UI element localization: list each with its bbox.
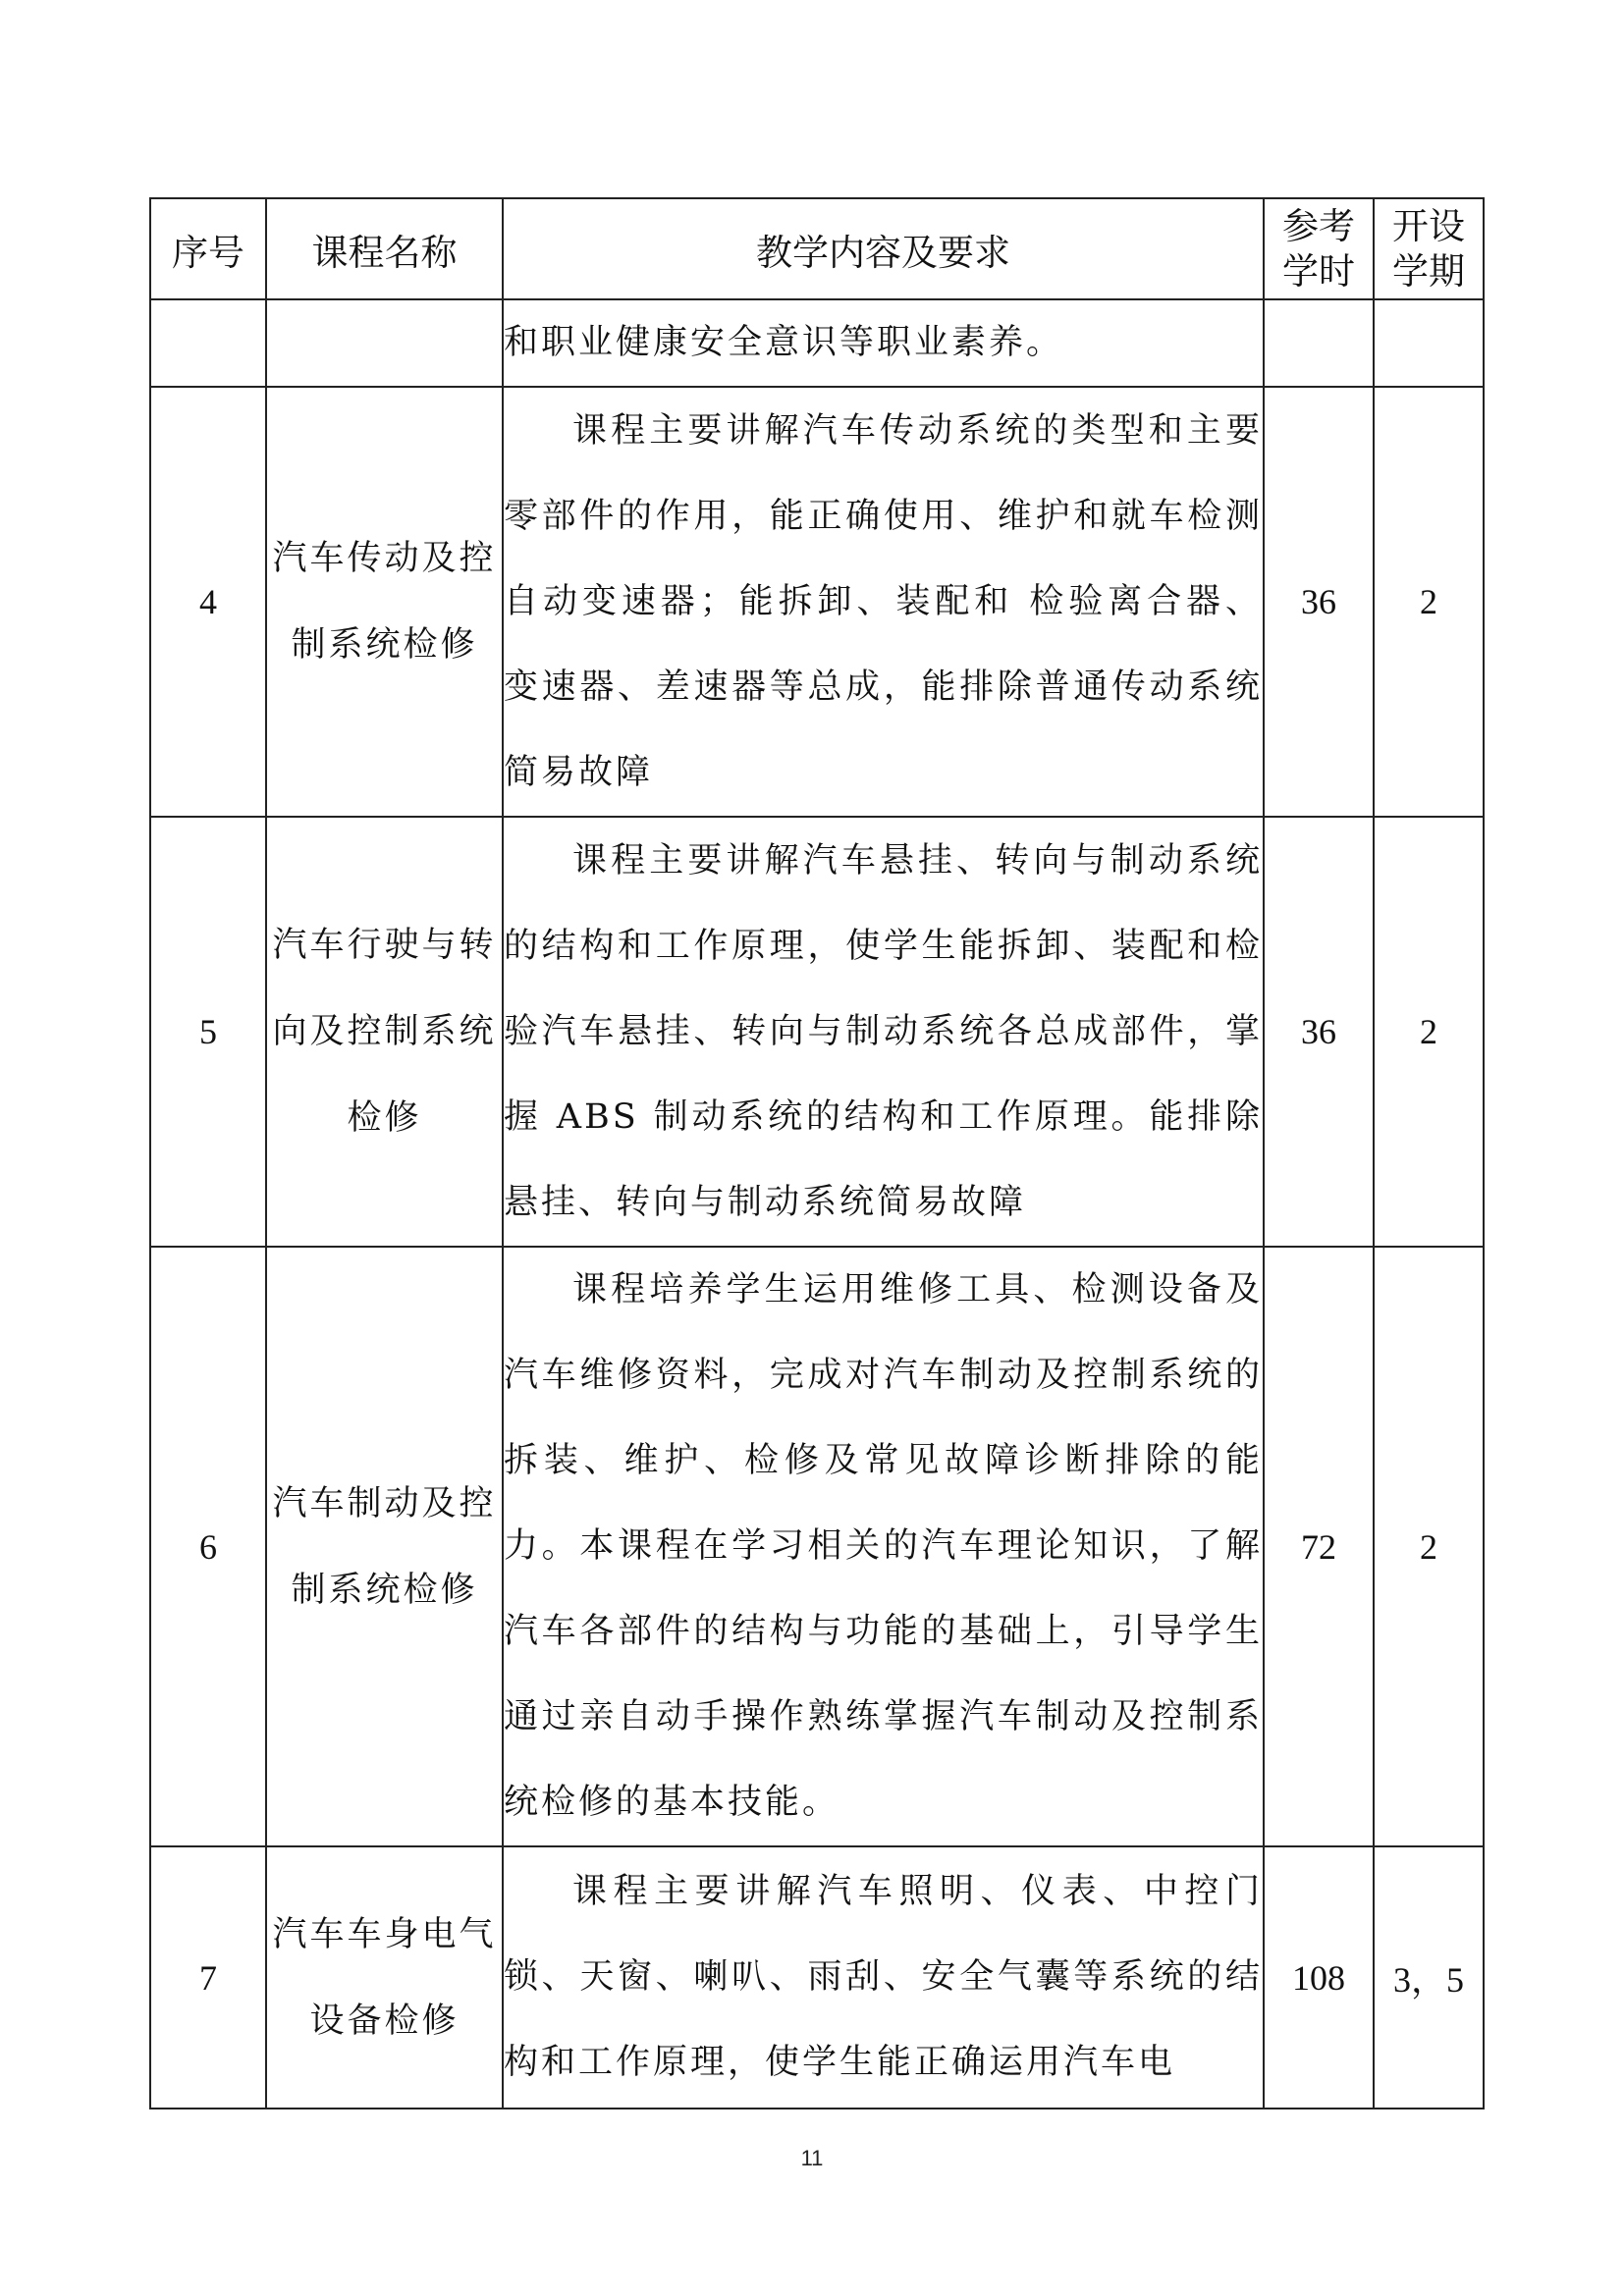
cell-continuation-content [503, 299, 1264, 387]
table-row [150, 1247, 1484, 1846]
cell-course-name: 汽车制动及控制系统检修 [266, 1247, 503, 1846]
cell-hours: 72 [1264, 1247, 1374, 1846]
cell-content [503, 387, 1264, 817]
content-text: 课程主要讲解汽车照明、仪表、中控门锁、天窗、喇叭、雨刮、安全气囊等系统的结构和工作原理，使学生能正确运用汽车电 [504, 1872, 1263, 2082]
curriculum-table [149, 197, 1485, 2109]
cell-content [503, 1247, 1264, 1846]
cell-course-name: 汽车传动及控制系统检修 [266, 387, 503, 817]
table-row [150, 387, 1484, 817]
header-hours [1264, 198, 1374, 299]
cell-hours: 36 [1264, 817, 1374, 1247]
cell-seq: 5 [150, 817, 266, 1247]
cell-term: 2 [1374, 387, 1484, 817]
header-content: 教学内容及要求 [503, 198, 1264, 299]
cell-term: 3，5 [1374, 1846, 1484, 2109]
cell-seq: 7 [150, 1846, 266, 2109]
table-row [150, 1846, 1484, 2109]
header-hours-line2: 学时 [1282, 249, 1355, 293]
cell-course-name: 汽车行驶与转向及控制系统检修 [266, 817, 503, 1247]
content-text: 课程主要讲解汽车悬挂、转向与制动系统的结构和工作原理，使学生能拆卸、装配和检验汽车悬挂、转向与制动系统各总成部件，掌握 ABS 制动系统的结构和工作原理。能排除悬挂、转向与制动系统简易故障 [504, 840, 1263, 1222]
page-number: 11 [800, 2146, 824, 2170]
table-header-row [150, 198, 1484, 299]
cell-seq-empty [150, 299, 266, 387]
header-course-name: 课程名称 [266, 198, 503, 299]
continuation-text: 和职业健康安全意识等职业素养。 [504, 323, 1064, 362]
cell-hours: 108 [1264, 1846, 1374, 2109]
header-seq: 序号 [150, 198, 266, 299]
cell-term: 2 [1374, 817, 1484, 1247]
header-term [1374, 198, 1484, 299]
header-term-line2: 学期 [1392, 249, 1465, 293]
content-text: 课程培养学生运用维修工具、检测设备及汽车维修资料，完成对汽车制动及控制系统的拆装、维护、检修及常见故障诊断排除的能力。本课程在学习相关的汽车理论知识，了解汽车各部件的结构与功能的基础上，引导学生通过亲自动手操作熟练掌握汽车制动及控制系统检修的基本技能。 [504, 1270, 1263, 1822]
cell-seq: 4 [150, 387, 266, 817]
cell-course-name: 汽车车身电气设备检修 [266, 1846, 503, 2109]
header-hours-line1: 参考 [1282, 204, 1355, 247]
content-text: 课程主要讲解汽车传动系统的类型和主要零部件的作用，能正确使用、维护和就车检测自动变速器；能拆卸、装配和 检验离合器、变速器、差速器等总成，能排除普通传动系统简易故障 [504, 410, 1263, 792]
cell-hours-empty [1264, 299, 1374, 387]
header-term-line1: 开设 [1392, 204, 1465, 247]
cell-name-empty [266, 299, 503, 387]
cell-term-empty [1374, 299, 1484, 387]
table-row [150, 817, 1484, 1247]
cell-seq: 6 [150, 1247, 266, 1846]
cell-term: 2 [1374, 1247, 1484, 1846]
cell-content [503, 1846, 1264, 2109]
cell-content [503, 817, 1264, 1247]
table-row-continuation [150, 299, 1484, 387]
cell-hours: 36 [1264, 387, 1374, 817]
